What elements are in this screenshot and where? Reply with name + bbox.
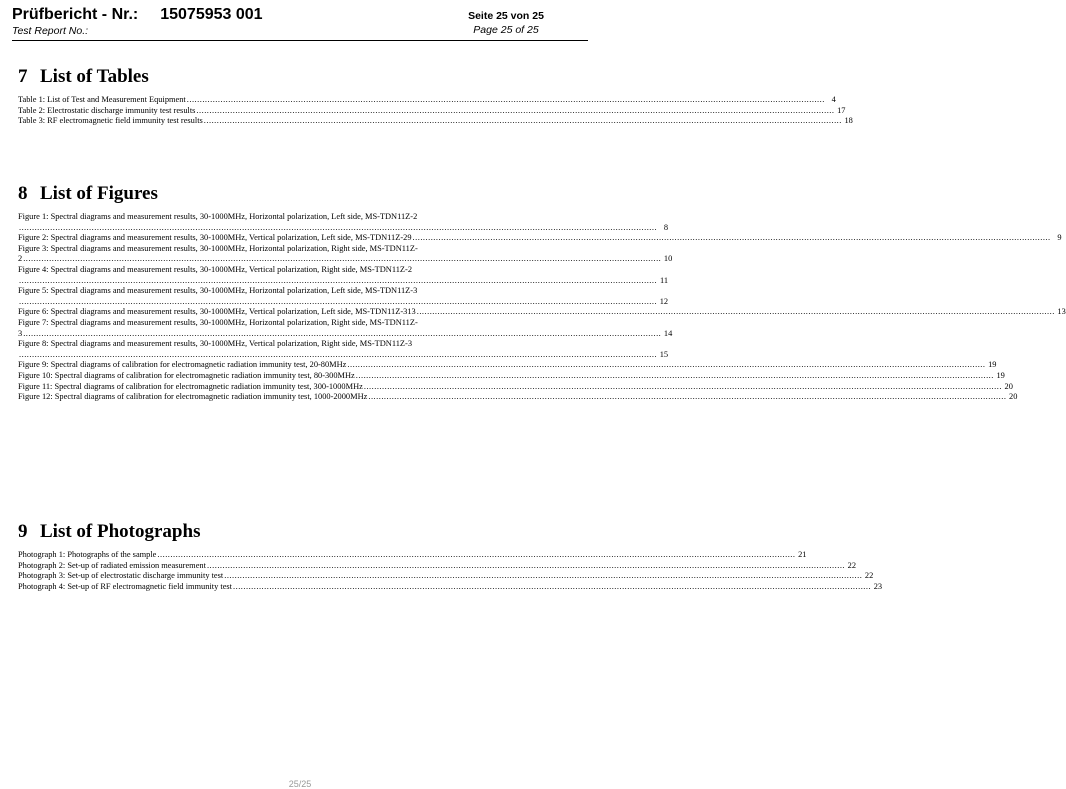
toc-page-number: 20 [1004, 381, 1013, 391]
toc-page-number: 14 [663, 328, 673, 338]
section-title: List of Figures [40, 183, 158, 204]
section-number: 7 [18, 66, 28, 87]
photos-list [18, 550, 883, 592]
toc-leader-dots [19, 297, 657, 308]
toc-leader-dots [224, 571, 862, 582]
toc-entry-text: Figure 4: Spectral diagrams and measurement results, 30-1000MHz, Vertical polarization, Right side, MS-TDN11Z-2 [18, 264, 413, 274]
toc-leader-dots [196, 106, 834, 117]
toc-entry-text: Table 3: RF electromagnetic field immunity test results [18, 116, 203, 126]
toc-entry-text: Figure 2: Spectral diagrams and measurement results, 30-1000MHz, Vertical polarization, Left side, MS-TDN11Z-29 [18, 233, 412, 243]
toc-entry-text: Figure 10: Spectral diagrams of calibration for electromagnetic radiation immunity test, 80-300MHz [18, 370, 355, 380]
section-list-of-figures [18, 183, 1066, 403]
toc-entry-text: Photograph 4: Set-up of RF electromagnetic field immunity test [18, 581, 232, 591]
toc-page-number: 13 [1057, 307, 1066, 317]
toc-entry-text-cont: 3 [18, 328, 23, 338]
toc-page-number: 19 [988, 360, 997, 370]
toc-entry[interactable] [18, 212, 669, 233]
toc-page-number: 19 [996, 370, 1005, 380]
toc-entry-text: Figure 3: Spectral diagrams and measurement results, 30-1000MHz, Horizontal polarization, Right side, MS-TDN11Z- [18, 243, 418, 253]
toc-leader-dots [417, 307, 1055, 318]
toc-entry[interactable] [18, 243, 673, 265]
toc-entry-text: Figure 8: Spectral diagrams and measurement results, 30-1000MHz, Vertical polarization, Right side, MS-TDN11Z-3 [18, 339, 413, 349]
toc-page-number: 9 [1057, 233, 1062, 243]
section-list-of-photographs [18, 521, 883, 592]
section-heading-tables [18, 66, 582, 88]
report-title: Prüfbericht - Nr.: [12, 6, 139, 23]
toc-entry-text: Figure 7: Spectral diagrams and measurement results, 30-1000MHz, Horizontal polarization, Right side, MS-TDN11Z- [18, 317, 418, 327]
toc-page-number: 12 [659, 296, 669, 306]
toc-entry-text: Photograph 2: Set-up of radiated emission measurement [18, 560, 206, 570]
toc-page-number: 20 [1009, 392, 1018, 402]
page-indicator-de: Seite 25 von 25 [468, 10, 544, 22]
toc-entry[interactable] [18, 286, 669, 307]
toc-entry-text: Photograph 1: Photographs of the sample [18, 550, 157, 559]
toc-entry-continuation [18, 328, 673, 340]
toc-entry[interactable] [18, 550, 807, 561]
toc-page-number: 4 [831, 95, 836, 104]
toc-entry[interactable] [18, 317, 673, 339]
toc-leader-dots [23, 254, 661, 265]
page-indicator-en: Page 25 of 25 [473, 24, 539, 36]
toc-leader-dots [23, 329, 661, 340]
report-header [12, 6, 588, 41]
toc-page-number: 17 [837, 105, 846, 115]
toc-leader-dots [204, 116, 842, 127]
toc-entry-text: Figure 12: Spectral diagrams of calibration for electromagnetic radiation immunity test, 1000-2000MHz [18, 392, 368, 402]
toc-entry[interactable] [18, 339, 669, 360]
toc-entry[interactable] [18, 560, 856, 572]
section-title: List of Tables [40, 66, 149, 87]
toc-leader-dots [233, 582, 871, 593]
toc-entry-text: Table 2: Electrostatic discharge immunity test results [18, 105, 196, 115]
toc-entry[interactable] [18, 581, 883, 593]
toc-page-number: 15 [659, 349, 669, 359]
toc-entry-continuation [18, 275, 669, 287]
toc-entry[interactable] [18, 381, 1013, 393]
toc-page-number: 11 [659, 275, 669, 285]
toc-leader-dots [207, 561, 845, 572]
toc-page-number: 23 [873, 581, 883, 591]
toc-page-number: 21 [798, 550, 807, 559]
toc-page-number: 10 [663, 254, 673, 264]
toc-entry[interactable] [18, 233, 1062, 244]
toc-entry[interactable] [18, 307, 1066, 318]
toc-entry[interactable] [18, 105, 846, 117]
toc-page-number: 22 [847, 560, 856, 570]
toc-entry-text: Figure 11: Spectral diagrams of calibration for electromagnetic radiation immunity test, 300-1000MHz [18, 381, 363, 391]
toc-page-number: 18 [844, 116, 853, 126]
toc-leader-dots [19, 350, 657, 361]
toc-entry-text: Photograph 3: Set-up of electrostatic discharge immunity test [18, 571, 224, 581]
toc-leader-dots [356, 371, 994, 382]
section-number: 9 [18, 521, 28, 542]
toc-entry-continuation [18, 254, 673, 265]
toc-entry-continuation [18, 296, 669, 308]
toc-entry-text: Figure 5: Spectral diagrams and measurement results, 30-1000MHz, Horizontal polarization, Left side, MS-TDN11Z-3 [18, 286, 418, 296]
toc-entry-text: Figure 6: Spectral diagrams and measurement results, 30-1000MHz, Vertical polarization, Left side, MS-TDN11Z-313 [18, 307, 416, 317]
section-heading-figures [18, 183, 582, 205]
toc-entry-text: Figure 1: Spectral diagrams and measurement results, 30-1000MHz, Horizontal polarization, Left side, MS-TDN11Z-2 [18, 212, 418, 221]
section-title: List of Photographs [40, 521, 201, 542]
toc-leader-dots [347, 360, 985, 371]
toc-entry-text-cont: 2 [18, 254, 23, 264]
report-number: 15075953 001 [160, 6, 263, 23]
report-subtitle: Test Report No.: [12, 25, 89, 37]
toc-leader-dots [157, 550, 795, 561]
tables-list [18, 95, 853, 127]
toc-leader-dots [19, 276, 657, 287]
toc-entry[interactable] [18, 370, 1005, 382]
toc-entry[interactable] [18, 392, 1018, 403]
toc-leader-dots [364, 382, 1002, 393]
toc-entry-text: Table 1: List of Test and Measurement Equipment [18, 95, 186, 104]
toc-entry-continuation [18, 349, 669, 361]
figures-list [18, 212, 1066, 403]
toc-entry-text: Figure 9: Spectral diagrams of calibration for electromagnetic radiation immunity test, 20-80MHz [18, 360, 347, 370]
toc-entry[interactable] [18, 95, 836, 106]
toc-entry[interactable] [18, 264, 669, 286]
toc-entry[interactable] [18, 571, 874, 582]
toc-entry[interactable] [18, 116, 853, 127]
toc-page-number: 8 [663, 222, 669, 232]
toc-page-number: 22 [864, 571, 874, 581]
toc-leader-dots [368, 392, 1006, 403]
section-list-of-tables [18, 66, 853, 127]
toc-entry-continuation [18, 222, 669, 234]
toc-leader-dots [187, 95, 825, 106]
toc-entry[interactable] [18, 360, 997, 371]
toc-leader-dots [413, 233, 1051, 244]
page-footer-mark: 25/25 [288, 779, 312, 789]
report-number-line [12, 6, 263, 24]
section-heading-photographs [18, 521, 582, 543]
toc-leader-dots [19, 223, 657, 234]
section-number: 8 [18, 183, 28, 204]
